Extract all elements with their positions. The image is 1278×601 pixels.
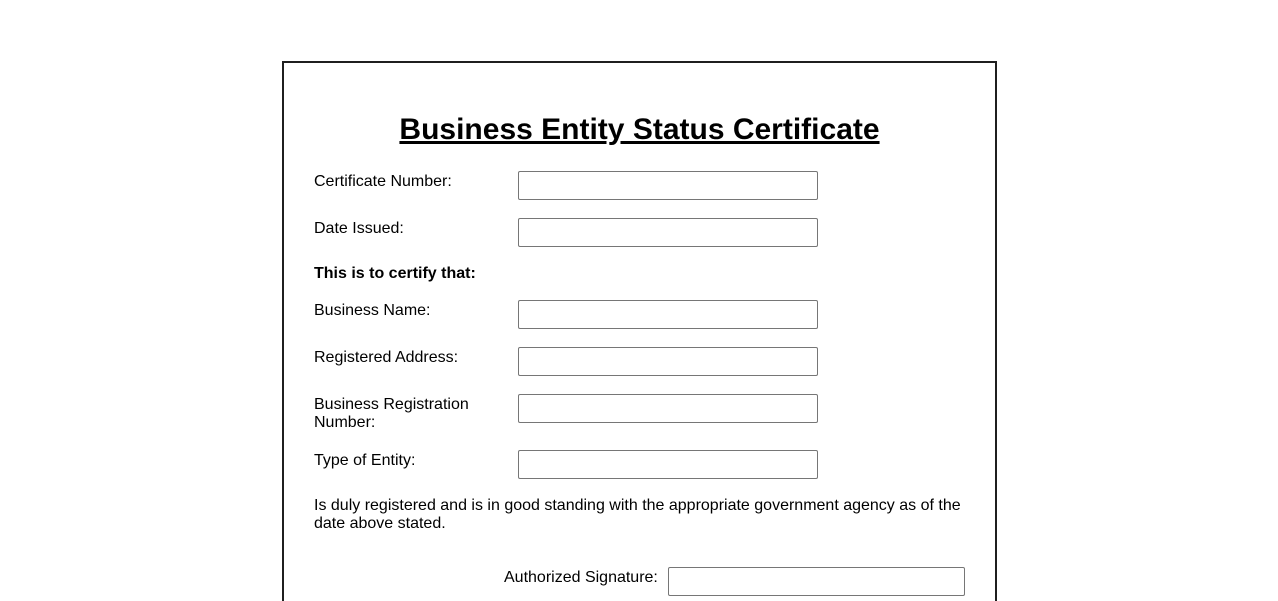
form-row-registered-address: [314, 347, 965, 376]
form-row-business-registration-number: [314, 394, 965, 432]
date-issued-label: Date Issued:: [314, 220, 404, 237]
type-of-entity-input[interactable]: [518, 450, 818, 479]
certify-heading: This is to certify that:: [314, 265, 476, 282]
certificate-form: [282, 61, 997, 601]
business-registration-number-label: Business Registration Number:: [314, 396, 469, 431]
signature-row: [504, 567, 965, 596]
form-row-date-issued: [314, 218, 965, 247]
date-issued-input[interactable]: [518, 218, 818, 247]
statement-text: Is duly registered and is in good standing with the appropriate government agency as of the date above stated.: [314, 497, 961, 532]
certificate-number-label: Certificate Number:: [314, 173, 452, 190]
page-title: Business Entity Status Certificate: [399, 113, 880, 146]
business-name-label: Business Name:: [314, 302, 431, 319]
registered-address-label: Registered Address:: [314, 349, 459, 366]
authorized-signature-label: Authorized Signature:: [504, 569, 658, 586]
authorized-signature-input[interactable]: [668, 567, 965, 596]
form-body: [284, 171, 995, 596]
business-name-input[interactable]: [518, 300, 818, 329]
form-row-business-name: [314, 300, 965, 329]
business-registration-number-input[interactable]: [518, 394, 818, 423]
certificate-number-input[interactable]: [518, 171, 818, 200]
type-of-entity-label: Type of Entity:: [314, 452, 416, 469]
form-row-type-of-entity: [314, 450, 965, 479]
form-row-certificate-number: [314, 171, 965, 200]
registered-address-input[interactable]: [518, 347, 818, 376]
